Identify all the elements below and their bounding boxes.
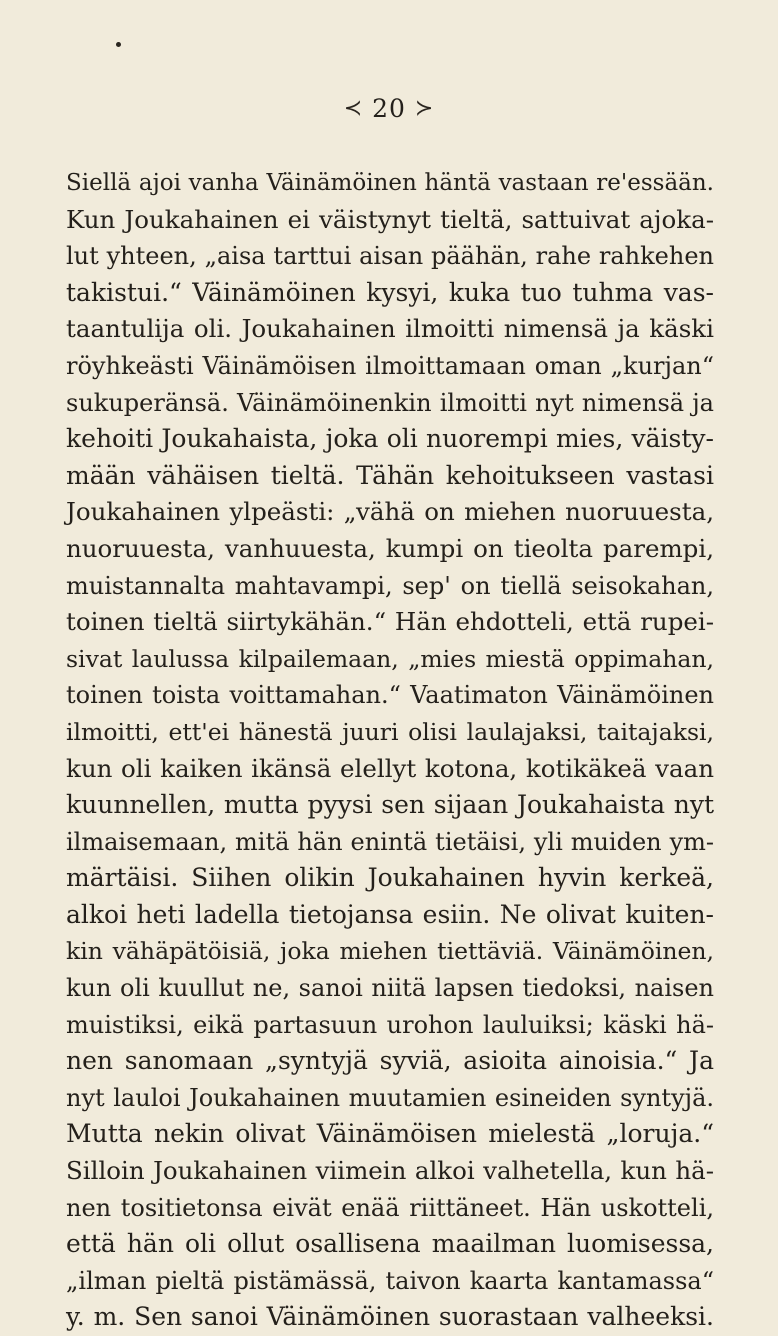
text-line: kuunnellen, mutta pyysi sen sijaan Joukahaista nyt [66,790,714,820]
text-line: sukuperänsä. Väinämöinenkin ilmoitti nyt nimensä ja [66,388,714,417]
text-line: kehoiti Joukahaista, joka oli nuorempi mies, väisty- [66,424,714,454]
text-line: nen tositietonsa eivät enää riittäneet. Hän uskotteli, [66,1193,714,1222]
text-line: Silloin Joukahainen viimein alkoi valhetella, kun hä- [66,1156,714,1186]
text-line: nuoruuesta, vanhuuesta, kumpi on tieolta parempi, [66,533,714,563]
text-line: alkoi heti ladella tietojansa esiin. Ne olivat kuiten- [66,899,714,929]
text-line: lut yhteen, „aisa tarttui aisan päähän, rahe rahkehen [66,242,714,271]
text-line: nen sanomaan „syntyjä syviä, asioita ainoisia.“ Ja [66,1046,714,1076]
text-line: taantulija oli. Joukahainen ilmoitti nimensä ja käski [66,314,714,344]
text-line: sivat laulussa kilpailemaan, „mies miestä oppimahan, [66,644,714,673]
text-line: nyt lauloi Joukahainen muutamien esineiden syntyjä. [66,1083,714,1112]
page-header [0,94,778,124]
text-line: kun oli kaiken ikänsä elellyt kotona, kotikäkeä vaan [66,753,714,783]
ornament-right-icon: ≻ [414,96,435,121]
ornament-left-icon: ≺ [343,96,364,121]
page-number: 20 [372,94,406,123]
text-line: „ilman pieltä pistämässä, taivon kaarta kantamassa“ [66,1266,714,1295]
text-line: Kun Joukahainen ei väistynyt tieltä, sattuivat ajoka- [66,204,714,234]
text-line: mään vähäisen tieltä. Tähän kehoitukseen vastasi [66,460,714,490]
text-line: Siellä ajoi vanha Väinämöinen häntä vastaan re'essään. [66,170,714,196]
text-line: Joukahainen ylpeästi: „vähä on miehen nuoruuesta, [66,497,714,527]
text-line: muistannalta mahtavampi, sep' on tiellä seisokahan, [66,571,714,600]
text-line: röyhkeästi Väinämöisen ilmoittamaan oman „kurjan“ [66,351,714,380]
text-line: märtäisi. Siihen olikin Joukahainen hyvin kerkeä, [66,863,714,893]
text-line: toinen tieltä siirtykähän.“ Hän ehdotteli, että rupei- [66,607,714,637]
text-line: takistui.“ Väinämöinen kysyi, kuka tuo tuhma vas- [66,277,714,307]
text-line: toinen toista voittamahan.“ Vaatimaton Väinämöinen [66,681,714,710]
ink-speck [116,42,121,47]
text-line: että hän oli ollut osallisena maailman luomisessa, [66,1229,714,1259]
text-line: muistiksi, eikä partasuun urohon lauluiksi; käski hä- [66,1010,714,1039]
body-text [66,165,714,1336]
text-line: ilmaisemaan, mitä hän enintä tietäisi, yli muiden ym- [66,827,714,856]
text-line: ilmoitti, ett'ei hänestä juuri olisi laulajaksi, taitajaksi, [66,717,714,746]
text-line: y. m. Sen sanoi Väinämöinen suorastaan valheeksi. [66,1302,714,1332]
text-line: kun oli kuullut ne, sanoi niitä lapsen tiedoksi, naisen [66,974,714,1003]
text-line: kin vähäpätöisiä, joka miehen tiettäviä. Väinämöinen, [66,937,714,966]
text-line: Mutta nekin olivat Väinämöisen mielestä „loruja.“ [66,1119,714,1149]
